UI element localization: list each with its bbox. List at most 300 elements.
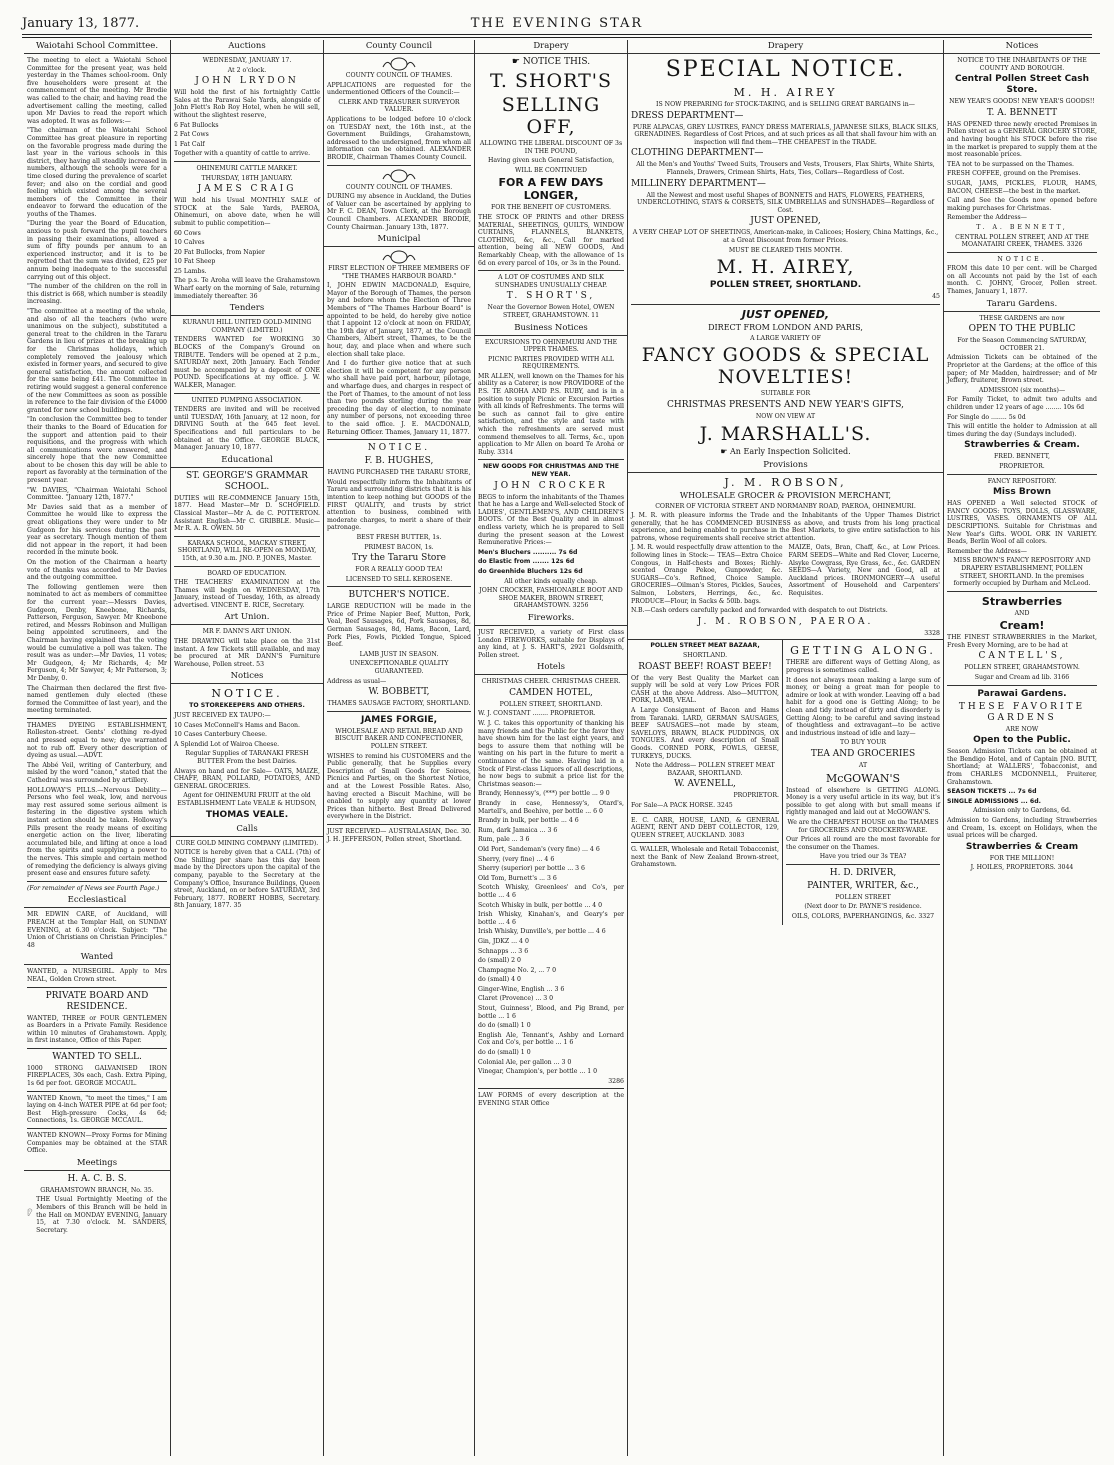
divider	[27, 881, 167, 882]
column-6	[943, 40, 1100, 1456]
ad-text: FROM this date 10 per cent. will be Charged on all Accounts not paid by the 1st of each month. C. JOHNY, Grocer, Pollen street. Thames, January 1, 1877.	[947, 265, 1097, 296]
ad-text: TENDERS WANTED for WORKING 30 BLOCKS of the Company's Ground on TRIBUTE. Tenders will be opened at 2 p.m., SATURDAY next, 20th January. Each Tender must be accompanied by a deposit of ONE POUND. Specifications at my office. J. W. WALKER, Manager.	[174, 336, 320, 389]
ad-heading: JOHN LRYDON	[195, 76, 299, 87]
ad-text: We are the CHEAPEST HOUSE on the THAMES for GROCERIES AND CROCKERY-WARE.	[787, 818, 939, 834]
ad-text: TO STOREKEEPERS AND OTHERS.	[189, 702, 305, 710]
getting-along-ad	[783, 640, 943, 924]
price-line: do do (small) 1 0	[478, 1022, 531, 1030]
columns	[24, 40, 1100, 1456]
ad-text: All the Newest and most useful Shapes of BONNETS and HATS, FLOWERS, FEATHERS, UNDERCLOTHING, STAYS & CORSETS, SILK UMBRELLAS and SUNSHADES—Regardless of Cost.	[637, 191, 934, 214]
ad-heading: THESE FAVORITE GARDENS	[958, 701, 1086, 723]
ad-text: BOARD OF EDUCATION.	[207, 569, 287, 577]
ad-text: Admission only to Gardens, 6d.	[973, 807, 1071, 815]
ad-heading: Try the Tararu Store	[352, 553, 446, 564]
ad-text: WANTED, a NURSEGIRL. Apply to Mrs NEAL, Golden Crown street.	[27, 968, 167, 983]
price-line: Men's Bluchers .......... 7s 6d	[478, 548, 578, 556]
divider	[174, 393, 320, 394]
price-line: do do (small) 1 0	[478, 1049, 531, 1057]
ad-text: HAVING PURCHASED THE TARARU STORE,	[327, 469, 471, 477]
article-paragraph: The Abbé Veil, writing of Canterbury, and misled by the word "canon," stated that the Cathedral was surrounded by artillery.	[27, 761, 167, 785]
ad-line: 25 Lambs.	[174, 267, 207, 275]
ad-text: IS NOW PREPARING for STOCK-TAKING, and is SELLING GREAT BARGAINS in—	[656, 101, 915, 108]
ad-text: Sugar and Cream ad lib. 3166	[974, 674, 1070, 682]
ad-heading: ☛ NOTICE THIS.	[511, 57, 591, 67]
price-line: do Elastic from ....... 12s 6d	[478, 558, 575, 566]
ad-text: Together with a quantity of cattle to arrive.	[174, 150, 311, 158]
ad-heading: TEA AND GROCERIES	[810, 748, 916, 759]
ad-text: PROPRIETOR.	[733, 792, 779, 800]
ad-text: POLLEN STREET, GRAHAMSTOWN.	[964, 664, 1080, 672]
section-header: Calls	[171, 823, 323, 837]
ad-heading: McGOWAN'S	[825, 771, 901, 785]
ad-line: 1 Fat Calf	[174, 140, 205, 148]
masthead	[0, 0, 1114, 36]
divider	[327, 711, 471, 712]
section-header: Drapery	[628, 40, 943, 54]
ad-text: OHINEMURI CATTLE MARKET.	[196, 164, 298, 172]
price-line: Sherry, (very fine) ... 4 6	[478, 855, 555, 863]
divider	[174, 566, 320, 567]
article-paragraph: THAMES DYEING ESTABLISHMENT, Rolleston-street. Gents' clothing re-dyed and pressed equal to new; dye warranted not to rub off. Every other description of dyeing as usual.—ADVT.	[27, 721, 167, 760]
ad-text: I, JOHN EDWIN MACDONALD, Esquire, Mayor of the Borough of Thames, the person by and before whom the Election of Three Members of "The Thames Harbour Board" is appointed to be held, do hereby give notice that I appoint 12 o'clock at noon on FRIDAY, the 19th day of January, 1877, at the Council Chambers, Albert street, Thames, to be the hour, day, and place when and where such election shall take place.	[327, 282, 471, 358]
section-header: Wanted	[24, 951, 170, 965]
ad-line: 60 Cows	[174, 229, 201, 237]
price-line: Scotch Whisky in bulk, per bottle ... 4 0	[478, 901, 603, 909]
ad-text: E. C. CARR, HOUSE, LAND, & GENERAL AGENT, RENT AND DEBT COLLECTOR, 129, QUEEN STREET, AUCKLAND. 3083	[631, 816, 779, 839]
ad-text: Admission to Gardens, including Strawberries and Cream, 1s. except on Holidays, when the usual prices will be charged.	[947, 817, 1097, 840]
ad-heading: T. SHORT'S,	[506, 291, 596, 302]
ad-heading: CAMDEN HOTEL,	[509, 687, 593, 698]
divider	[327, 824, 471, 825]
ad-heading: POLLEN STREET, SHORTLAND.	[709, 280, 862, 291]
section-header: County Council	[324, 40, 474, 54]
price-line: Schnapps ... 3 6	[478, 947, 529, 955]
ad-text: Will hold the first of his fortnightly Cattle Sales at the Parawai Sale Yards, alongside of John Flett's Rob Roy Hotel, when he will sell, without the slightest reserve,	[174, 89, 320, 119]
ad-text: It does not always mean making a large sum of money, or being a great man for people to admire or look at with wonder. Leaving off a bad habit for a good one is Getting Along; to be clean and tidy instead of dirty and disorderly is Getting Along; to be careful and saving instead of thoughtless and extravagant—to be active and industrious instead of idle and lazy—	[786, 676, 940, 737]
ad-text: DIRECT FROM LONDON AND PARIS,	[708, 322, 863, 332]
ad-text: SUITABLE FOR	[760, 390, 811, 398]
ad-text: Our Prices all round are the most favorable for the consumer on the Thames.	[786, 836, 940, 851]
ad-text: A LARGE VARIETY OF	[750, 334, 821, 342]
ad-text: MISS BROWN'S FANCY REPOSITORY AND DRAPERY ESTABLISHMENT, POLLEN STREET, SHORTLAND. In the premises formerly occupied by Durham and McLeod.	[953, 557, 1091, 588]
ad-text: DURING my absence in Auckland, the Duties of Valuer can be ascertained by applying to Mr F. C. DEAN, Town Clerk, at the Borough Council Chambers. ALEXANDER BRODIE, County Chairman. January 13th, 1877.	[327, 193, 471, 231]
pointing-hand-icon: ☛	[511, 57, 523, 67]
ad-number: 45	[932, 293, 940, 301]
ad-text: OILS, COLORS, PAPERHANGINGS, &c. 3327	[791, 913, 935, 921]
ad-text: LICENSED TO SELL KEROSENE.	[345, 575, 453, 583]
divider	[478, 459, 624, 460]
ad-heading: FOR A FEW DAYS LONGER,	[498, 176, 604, 203]
divider	[327, 439, 471, 440]
ad-heading: T. A. BENNETT	[986, 107, 1058, 118]
article-paragraph: The Chairman then declared the first five-named gentlemen duly elected (these formed the Committee of last year), and the meeting terminated.	[27, 684, 167, 715]
ad-heading: PAINTER, WRITER, &c.,	[807, 880, 919, 891]
ad-text: ARE NOW	[1005, 725, 1039, 733]
ad-text: CURE GOLD MINING COMPANY (LIMITED).	[175, 839, 319, 847]
ad-line: 10 Fat Sheep	[174, 258, 216, 266]
ad-heading: PRIVATE BOARD AND RESIDENCE.	[45, 990, 149, 1012]
ad-text: 1000 STRONG GALVANISED IRON FIREPLACES, 30s each, Cash. Extra Piping, 1s 6d per foot. GEORGE MCCAUL.	[27, 1064, 167, 1088]
article-paragraph: The following gentlemen were then nominated to act as members of committee for the current year:—Messrs Davies, Gudgeon, Denby, Kneebone, Richards, Patterson, Ferguson, Sawyer. Mr Kneebone retired, and Messrs Robinson and Mulligan being appointed scrutineers, and the Chairman having explained that the voting would be cumulative a poll was taken. The result was as under:—Mr Davies, 11 votes; Mr Gudgeon, 4; Mr Richards, 4; Mr Ferguson, 4; Mr Sawyer, 4; Mr Patterson, 3; Mr Denby, 0.	[27, 583, 167, 682]
ad-heading: Cream!	[999, 619, 1045, 633]
ad-big-heading: SPECIAL NOTICE.	[665, 57, 906, 82]
ad-number: 3286	[608, 1077, 624, 1085]
ad-text: POLLEN STREET, SHORTLAND.	[499, 700, 603, 708]
ad-text: W. J. C. takes this opportunity of thanking his many friends and the Public for the favor they have shown him for the last eight years, and begs to assure them that nothing will be wanting on his part in the future to merit a continuance of the same. Having laid in a Stock of First-class Liquors of all descriptions, he now begs to submit a price list for the Christmas season:—	[478, 720, 624, 788]
ad-heading: H. A. C. B. S.	[67, 1173, 127, 1184]
ad-text: NOTICE is hereby given that a CALL (7th) of One Shilling per share has this day been made by the Directors upon the capital of the company, payable to the Secretary at the Company's Office, Insurance Buildings, Queen street, Auckland, on or before SATURDAY, 3rd February, 1877. ROBERT HOBBS, Secretary. 8th January, 1877. 35	[174, 849, 320, 910]
price-line: English Ale, Tennant's, Ashby and Lornard Cox and Co's, per bottle ... 1 6	[478, 1031, 624, 1047]
ad-text: For the Season Commencing SATURDAY, OCTOBER 21.	[957, 337, 1087, 352]
article-paragraph: "W. DAVIES, "Chairman Waiotahi School Committee. "January 12th, 1877."	[27, 486, 167, 502]
ad-text: CENTRAL POLLEN STREET, AND AT THE MOANATAIRI CREEK, THAMES. 3326	[955, 233, 1089, 249]
ad-heading: MILLINERY DEPARTMENT—	[631, 178, 766, 189]
ad-text: POLLEN STREET	[835, 893, 891, 901]
ad-heading: NOTICE.	[211, 687, 283, 701]
ad-text: WILL BE CONTINUED	[515, 166, 587, 174]
ad-text: BEGS to inform the inhabitants of the Thames that he has a Large and Well-selected Stock of LADIES', GENTLEMEN'S, AND CHILDREN'S BOOTS. Of the Best Quality and in almost endless variety, which he is prepared to Sell during the present season at the Lowest Remunerative Prices:—	[478, 493, 624, 547]
price-line: Sherry (superior) per bottle ... 3 6	[478, 865, 585, 873]
issue-date: January 13, 1877.	[22, 16, 140, 31]
ad-text: FOR A REALLY GOOD TEA!	[355, 566, 443, 574]
ad-line: 2 Fat Cows	[174, 131, 209, 139]
ad-text: FRED. BENNETT,	[994, 453, 1050, 461]
ad-text: J. M. R. with pleasure informs the Trade and the Inhabitants of the Upper Thames District generally, that he has COMMENCED BUSINESS as above, and trusts from his long practical experience, and being enabled to purchase in the Best Markets, to give entire satisfaction to his patrons, whose requirements shall receive strict attention.	[631, 512, 940, 542]
ad-text: Always on hand and for Sale— OATS, MAIZE, CHAFF, BRAN, POLLARD, POTATOES, AND GENERAL GROCERIES.	[174, 767, 320, 790]
price-line: For Single do ........ 5s 0d	[947, 413, 1026, 421]
ad-text: Note the Address— POLLEN STREET MEAT BAZAAR, SHORTLAND.	[635, 762, 775, 777]
ad-text: And I do further give notice that at such election it will be competent for any person who shall have paid port, harbour, pilotage, and wharfage dues, and charges in respect of the Port of Thames, to the amount of not less than two pounds sterling during the year preceding the day of election, to nominate any number of persons, not exceeding three to the said office. J. E. MACDONALD, Returning Officer. Thames, January 11, 1877.	[327, 360, 471, 436]
ad-text: NOTICE TO THE INHABITANTS OF THE COUNTY AND BOROUGH.	[957, 57, 1087, 72]
ad-text: MR ALLEN, well known on the Thames for his ability as a Caterer, is now PROVIDORE of the P.S. TE AROHA AND P.S. RUBY, and is in a position to supply Picnic or Excursion Parties with all kinds of Refreshments. The terms will be such as cannot fail to give entire satisfaction, and the style and taste with which the refreshments are served must commend themselves to all. Terms, &c., upon application to Mr Allen on board Te Aroha or Ruby. 3314	[478, 372, 624, 456]
bottom-split	[628, 639, 943, 924]
ad-text: TEA not to be surpassed on the Thames.	[947, 160, 1074, 168]
price-line: Ginger-Wine, English ... 3 6	[478, 985, 565, 993]
divider	[27, 1091, 167, 1092]
ad-text: ☛ An Early Inspection Solicited.	[720, 446, 851, 456]
price-line: Claret (Provence) ... 3 0	[478, 995, 554, 1003]
ad-text: PROPRIETOR.	[999, 462, 1045, 470]
ad-text: A LOT OF COSTUMES AND SILK SUNSHADES UNUSUALLY CHEAP.	[494, 274, 608, 289]
ad-text: Season Admission Tickets can be obtained at the Bendigo Hotel, and of Captain JNO. BUTT, Shortland; at WALLERS', Tobacconist, and from CHARLES MCDONNELL, Fruiterer, Grahamstown.	[947, 748, 1097, 786]
ad-text: WHOLESALE GROCER & PROVISION MERCHANT,	[679, 490, 892, 500]
ad-text: NOW ON VIEW AT	[755, 412, 816, 420]
column-4	[474, 40, 627, 1456]
pointing-hand-icon: ☛	[720, 446, 731, 456]
ad-text: J. M. R. would respectfully draw attention to the following lines in Stock:— TEAS—Extra Choice Congous, in Half-chests and Boxes; Richly-scented Orange Pekoe, Gunpowder, &c. SUGARS—Co's. Refined, Choice Sample. GROCERIES—Oilman's Stores, Pickles, Sauces, Salmon, Lobsters, Herrings, &c., &c. PRODUCE—Flour, in Sacks & 50lb. bags.	[631, 544, 783, 605]
divider	[947, 685, 1097, 686]
ad-heading: Central Pollen Street Cash Store.	[954, 74, 1090, 96]
masthead-rule-2	[22, 37, 1092, 38]
section-header: Auctions	[171, 40, 323, 54]
ad-heading: JUST OPENED,	[741, 307, 830, 321]
ad-text: ALLOWING THE LIBERAL DISCOUNT OF 3s IN THE POUND,	[479, 140, 623, 155]
continuation-note: (For remainder of News see Fourth Page.)	[27, 884, 160, 892]
coat-of-arms-icon	[379, 169, 419, 183]
robson-lists	[631, 544, 940, 607]
meeting-notice	[27, 1196, 167, 1236]
divider	[327, 165, 471, 166]
article-paragraph: "The committee at a meeting of the whole, and also of all the teachers (who were unanimous on the subject), substituted a general treat to the children in the Tararu Gardens in lieu of prizes at the breaking up for the Christmas holidays, which completely removed the jealousy which existed in former years, and secured to give general satisfaction, the amount collected for the same being £41. The Committee in retiring would suggest a general conference of the new Committees as soon as possible in reference to the fair division of the £4000 granted for new school buildings.	[27, 308, 167, 414]
masthead-rule	[22, 34, 1092, 35]
section-header: Business Notices	[475, 322, 627, 336]
column-3	[323, 40, 474, 1456]
ad-text: CORNER OF VICTORIA STREET AND NORMANBY ROAD, PAEROA, OHINEMURI.	[655, 502, 916, 510]
ad-text: LAMB JUST IN SEASON.	[359, 650, 439, 658]
price-line: Rum, dark Jamaica ... 3 6	[478, 826, 558, 834]
ad-text: Instead of elsewhere is GETTING ALONG. Money is a very useful article in its way, but it's possible to get along with but small means if rightly managed and laid out at McGOWAN'S.	[786, 786, 940, 817]
ad-text: MUST BE CLEARED THIS MONTH.	[728, 246, 843, 254]
ad-text: KARAKA SCHOOL, MACKAY STREET, SHORTLAND, WILL RE-OPEN on MONDAY, 15th, at 9.30 a.m. JNO. P. JONES, Master.	[177, 539, 317, 562]
price-line: Stout, Guinness', Blood, and Pig Brand, per bottle ... 1 6	[478, 1005, 624, 1020]
ad-text: THE STOCK OF PRINTS and other DRESS MATERIAL, SHEETINGS, QUILTS, WINDOW CURTAINS, FLANNELS, BLANKETS, CLOTHING, &c, &c., Call for marked attention, being all NEW GOODS, And Remarkably Cheap, with the allowance of 1s 6d on every parcel of 10s, or 3s in the Pound.	[478, 213, 624, 267]
ad-text: Near the Governor Bowen Hotel, OWEN STREET, GRAHAMSTOWN. 11	[487, 304, 615, 319]
ad-text: AT	[858, 761, 868, 769]
ad-text: NEW GOODS FOR CHRISTMAS AND THE NEW YEAR.	[482, 463, 620, 478]
section-header: Provisions	[628, 459, 943, 473]
divider	[631, 813, 779, 814]
ad-heading: J. M. ROBSON,	[724, 475, 847, 489]
ad-text: LAW FORMS of every description at the EVENING STAR Office	[478, 1092, 624, 1107]
price-line: Scotch Whisky, Greenlees' and Co's, per bottle ... 4 6	[478, 884, 624, 899]
ad-text: THE TEACHERS' EXAMINATION at the Thames will begin on WEDNESDAY, 17th January, instead of Tuesday, 16th, as already advertised. VINCENT E. RICE, Secretary.	[174, 579, 320, 609]
price-line: Colonial Ale, per gallon ... 3 0	[478, 1058, 572, 1066]
ad-text: ADMISSION (six months)—	[978, 386, 1066, 394]
ad-text: KURANUI HILL UNITED GOLD-MINING COMPANY (LIMITED.)	[182, 319, 312, 334]
ad-text: MR F. DANN'S ART UNION.	[202, 628, 292, 636]
divider	[27, 1128, 167, 1129]
divider	[947, 252, 1097, 253]
section-header: Tenders	[171, 302, 323, 316]
ad-heading: NOTICE.	[367, 443, 431, 454]
divider	[478, 270, 624, 271]
ad-heading: J. M. ROBSON, PAEROA.	[697, 616, 874, 627]
ad-heading: WANTED TO SELL.	[52, 1051, 142, 1062]
ad-text: WISHES to remind his CUSTOMERS and the Public generally, that he Supplies every Description of Small Goods for Soirees, Picnics and Parties, on the Shortest Notice, and at the Lowest Possible Rates. Also, having erected a Biscuit Machine, will be enabled to supply any quantity at lower Prices than hitherto. Best Bread Delivered everywhere in the District.	[327, 752, 471, 821]
section-header: Art Union.	[171, 611, 323, 625]
ad-text: Call and See the Goods now opened before making purchases for Christmas.	[947, 197, 1097, 212]
ad-text: HAS OPENED three newly erected Premises in Pollen street as a GENERAL GROCERY STORE, and having bought his STOCK before the rise in the market is prepared to supply them at the most reasonable prices.	[947, 120, 1097, 159]
column-2	[170, 40, 323, 1456]
ad-text: WHOLESALE AND RETAIL BREAD AND BISCUIT BAKER AND CONFECTIONER, POLLEN STREET.	[334, 727, 464, 750]
divider	[327, 586, 471, 587]
ad-text: THE FINEST STRAWBERRIES in the Market, Fresh Every Morning, are to be had at	[947, 634, 1097, 649]
ad-heading: CHRISTMAS PRESENTS AND NEW YEAR'S GIFTS,	[666, 399, 904, 410]
divider	[947, 474, 1097, 475]
ad-heading: Strawberries & Cream.	[964, 440, 1080, 451]
ad-text: Have you tried our 3s TEA?	[819, 853, 907, 861]
ad-text: Address as usual—	[327, 677, 387, 685]
price-line: For Family Ticket, to admit two adults and children under 12 years of age ........ 10s 6d	[947, 396, 1097, 411]
ad-text: WANTED, THREE or FOUR GENTLEMEN as Boarders in a Private Family. Residence within 10 minutes of Grahamstown. Apply, in first instance, Office of this Paper.	[27, 1014, 167, 1045]
ad-big-heading: T. SHORT'S	[489, 70, 612, 92]
ad-text: THAMES SAUSAGE FACTORY, SHORTLAND.	[327, 700, 471, 708]
ad-text: A Large Consignment of Bacon and Hams from Taranaki. LARD, GERMAN SAUSAGES, BEEF SAUSAGES—not made by steam, SAVELOYS, BRAWN, BLACK PUDDINGS, OX TONGUES. And every description of Small Goods. CORNED PORK, FOWLS, GEESE, TURKEYS, DUCKS.	[631, 706, 779, 760]
ad-text: Having given such General Satisfaction,	[487, 157, 615, 165]
article-paragraph: "The chairman of the Waiotahi School Committee has great pleasure in reporting on the favorable progress made during the last year in the various schools in this district, they having all steadily increased in numbers, although the schools were for a time closed during the prevalence of scarlet fever; and also on the cordial and good feeling which existed among the several members of the Committee in their endeavor to forward the education of the youths of the Thames.	[27, 127, 167, 218]
ad-heading: W. BOBBETT,	[368, 687, 430, 698]
ad-heading: JAMES FORGIE,	[360, 714, 438, 725]
ad-text: TO BUY YOUR	[839, 739, 886, 747]
ad-text: TENDERS are invited and will be received until TUESDAY, 16th January, at 12 noon, for DRIVING South at the 645 feet level. Specifications and full particulars to be obtained at the Office. GEORGE BLACK, Manager. January 10, 1877.	[174, 406, 320, 452]
ad-text: DUTIES will RE-COMMENCE January 15th, 1877. Head Master—Mr D. SCHOFIELD. Classical Master—Mr A. de C. POTTERTON. Assistant English—Mr C. GRIBBLE. Music—Mr R. A. R. OWEN. 50	[174, 494, 320, 533]
ad-text: CHRISTMAS CHEER. CHRISTMAS CHEER.	[481, 678, 621, 686]
price-line: Irish Whisky, Kinahan's, and Geary's per bottle ... 4 6	[478, 911, 624, 926]
article-paragraph: "The number of the children on the roll in this district is 668, which number is steadily increasing.	[27, 283, 167, 306]
ad-text: PICNIC PARTIES PROVIDED WITH ALL REQUIREMENTS.	[488, 355, 614, 371]
ad-text: THE Usual Fortnightly Meeting of the Members of this Branch will be held in the Hall on MONDAY EVENING, January 15, at 7.30 o'clock. M. SANDERS, Secretary.	[36, 1196, 167, 1234]
section-header: Ecclesiastical	[24, 894, 170, 908]
ad-text: FOR THE BENEFIT OF CUSTOMERS.	[490, 204, 612, 212]
ad-text: LARGE REDUCTION will be made in the Price of Prime Napier Beef, Mutton, Pork, Veal, Beef Sausages, 6d, Pork Sausages, 8d, German Sausages, 8d, Hams, Bacon, Lard, Pork Pies, Fowls, Pickled Tongue, Spiced Beef.	[327, 603, 471, 649]
newspaper-title: THE EVENING STAR	[470, 16, 644, 31]
ad-text: THURSDAY, 18TH JANUARY.	[201, 174, 293, 182]
ad-heading: Parawai Gardens.	[977, 688, 1067, 699]
price-line: SEASON TICKETS ... 7s 6d	[947, 788, 1037, 796]
ad-heading: THOMAS VEALE.	[205, 809, 289, 820]
ad-heading: F. B. HUGHES,	[364, 456, 434, 467]
ad-text: At 2 o'clock.	[227, 66, 267, 74]
ad-text: Remember the Address—	[947, 547, 1027, 555]
ad-text: WANTED Known, "to meet the times," I am laying on 4-inch WATER PIPE at 6d per foot; Best High-pressure Cocks, 4s 6d; Connections, 1s. GEORGE MCCAUL.	[27, 1094, 167, 1125]
ad-text: For Sale—A PACK HORSE. 3245	[631, 801, 733, 809]
section-header: Educational	[171, 454, 323, 468]
ad-heading: JOHN CROCKER	[494, 480, 608, 491]
ad-text: Remember the Address—	[947, 214, 1027, 222]
price-line: Rum, pale ... 3 6	[478, 836, 530, 844]
ad-text: JUST RECEIVED, a variety of First class London FIREWORKS, suitable for Displays of any kind, at J. S. HART'S, 2921 Goldsmith, Pollen street.	[478, 628, 624, 659]
ad-heading: JAMES CRAIG	[197, 184, 297, 195]
ad-number: 3328	[924, 629, 940, 637]
ad-big-heading: J. MARSHALL'S.	[699, 422, 872, 445]
ad-heading: M. H. AIREY	[733, 86, 838, 99]
ad-text: WANTED KNOWN—Proxy Forms for Mining Companies may be obtained at the STAR Office.	[27, 1132, 167, 1155]
ad-text: WEDNESDAY, JANUARY 17.	[202, 57, 292, 64]
ad-text: All the Men's and Youths' Tweed Suits, Trousers and Vests, Trousers, Flax Shirts, White Shirts, Flannels, Drawers, Crimean Shirts, Hats, Ties, Collars—Regardless of Cost.	[636, 161, 935, 176]
ad-line: 10 Calves	[174, 239, 205, 247]
article-paragraph: HOLLOWAY'S PILLS.—Nervous Debility.—Persons who feel weak, low, and nervous may rest assured some serious ailment is festering in the digestive system which instant action should be taken. Holloway's Pills present the ready means of exciting energetic action on the liver, liberating accumulated bile, and lifting at once a load from the spirits and supplying a power to the nerves. This simple and certain method of remedying the deficiency is always giving present ease and ensures future safety.	[27, 786, 167, 878]
ad-text: SUGAR, JAMS, PICKLES, FLOUR, HAMS, BACON, CHEESE—the best in the market.	[947, 179, 1097, 195]
ad-heading: Strawberries	[981, 594, 1063, 608]
ad-text: THE DRAWING will take place on the 31st instant. A few Tickets still available, and may be procured at MR DANN'S Furniture Warehouse, Pollen street. 53	[174, 638, 320, 668]
column-5	[627, 40, 943, 1456]
ad-text: FANCY REPOSITORY.	[987, 477, 1057, 485]
divider	[27, 718, 167, 719]
article-paragraph: Mr Davies said that as a member of Committee he would like to express the great obligations they were under to Mr Gudgeon for his services during the past year as secretary. Though mention of them did not appear in the report, it had been recorded in the minute book.	[27, 503, 167, 557]
section-header: Hotels	[475, 661, 627, 675]
ad-text: FRESH COFFEE, ground on the Premises.	[947, 170, 1081, 178]
ad-text: Admission Tickets can be obtained of the Proprietor at the Gardens; at the office of this paper; of Mr Madden, hairdresser; and of Mr Jeffery, fruiterer, Brown street.	[947, 354, 1097, 385]
section-header: Notices	[944, 40, 1100, 54]
divider	[631, 842, 779, 843]
ad-text: NOTICE.	[997, 255, 1047, 263]
ad-text: W. J. CONSTANT ........ PROPRIETOR.	[478, 710, 596, 718]
ad-heading: JUST OPENED,	[750, 216, 821, 227]
ad-heading: CLOTHING DEPARTMENT—	[631, 148, 764, 159]
ad-text: (Next door to Dr. PAYNE'S residence.	[804, 903, 922, 911]
ad-text: BEST FRESH BUTTER, 1s.	[356, 533, 442, 541]
price-line: Vinegar, Champion's, per bottle ... 1 0	[478, 1068, 598, 1076]
price-line: Old Tom, Burnett's ... 3 6	[478, 874, 557, 882]
ad-text: Applications to be lodged before 10 o'clock on TUESDAY next, the 16th inst., at the Government Buildings, Grahamstown, addressed to the undersigned, from whom all information can be obtained. ALEXANDER BRODIE, Chairman Thames County Council.	[327, 115, 471, 161]
ad-text: MR EDWIN CARE, of Auckland, will PREACH at the Templar Hall, on SUNDAY EVENING, at 6.30 o'clock. Subject: "The Union of Christians on Christian Principles." 48	[27, 911, 167, 949]
ad-text: T. A. BENNETT,	[976, 223, 1068, 231]
ad-text: SHORTLAND.	[682, 652, 728, 659]
price-line: Old Port, Sandeman's (very fine) ... 4 6	[478, 845, 600, 853]
ad-line: 20 Fat Bullocks, from Napier	[174, 248, 265, 256]
ad-heading: BUTCHER'S NOTICE.	[348, 590, 450, 601]
section-header: Tararu Gardens.	[944, 298, 1100, 312]
price-line: do Greenhide Bluchers 12s 6d	[478, 567, 583, 575]
price-line: Champagne No. 2, ... 7 0	[478, 966, 557, 974]
ad-heading: GETTING ALONG.	[790, 644, 936, 658]
section-header: Waiotahi School Committee.	[24, 40, 170, 54]
price-line: Brandy in case, Hennessy's, Otard's, Martell's, and Beehive, per bottle ... 6 0	[478, 800, 624, 815]
ad-text: APPLICATIONS are requested for the undermentioned Officers of the Council:—	[327, 81, 471, 97]
divider	[478, 1088, 624, 1089]
ad-text: A Splendid Lot of Wairoa Cheese.	[174, 740, 280, 748]
ad-text: POLLEN STREET MEAT BAZAAR,	[650, 642, 760, 650]
article-paragraph: The meeting to elect a Waiotahi School Committee for the present year, was held yesterday in the Thames school-room. Only five householders were present at the commencement of the meeting. Mr Brodie was called to the chair, and having read the advertisement calling the meeting, called upon Mr Davies to read the report which was adopted. It was as follows:—	[27, 57, 167, 125]
divider	[174, 161, 320, 162]
ad-heading: CANTELL'S,	[978, 651, 1066, 662]
ad-heading: Strawberries & Cream	[965, 841, 1079, 852]
divider	[947, 591, 1097, 592]
article-paragraph: On the motion of the Chairman a hearty vote of thanks was accorded to Mr Davies and the outgoing committee.	[27, 559, 167, 582]
ad-text: GRAHAMSTOWN BRANCH, No. 35.	[40, 1186, 154, 1194]
ad-line: 10 Cases Canterbury Cheese.	[174, 731, 267, 739]
ad-text: The p.s. Te Aroha will leave the Grahamstown Wharf early on the morning of Sale, returning immediately thereafter. 36	[174, 277, 320, 300]
ad-text: JOHN CROCKER, FASHIONABLE BOOT AND SHOE MAKER, BROWN STREET, GRAHAMSTOWN. 3256	[479, 587, 623, 610]
price-line: SINGLE ADMISSIONS ... 6d.	[947, 797, 1041, 805]
ad-heading: ST. GEORGE'S GRAMMAR SCHOOL.	[186, 470, 308, 492]
ad-text: PRIMEST BACON, 1s.	[364, 543, 434, 551]
ad-text: COUNTY COUNCIL OF THAMES.	[345, 183, 453, 191]
ad-text: A VERY CHEAP LOT OF SHEETINGS, American-make, in Calicoes; Hosiery, China Mattings, &c., at a Great Discount from former Prices.	[632, 229, 939, 244]
ad-text: HAS OPENED a Well selected STOCK of FANCY GOODS: TOYS, DOLLS, GLASSWARE, LUSTRES, VASES. ORNAMENTS OF ALL DESCRIPTIONS. Suitable for Christmas and New Year's Gifts. WOOL ORK IN VARIETY. Beads, Berlin Wool of all colors.	[947, 500, 1097, 546]
ad-text: AND	[1014, 609, 1030, 617]
meat-bazaar-ad	[628, 640, 783, 924]
ad-text: Agent for OHINEMURI FRUIT at the old ESTABLISHMENT Late VEALE & HUDSON,	[177, 792, 317, 807]
ad-text: MAIZE, Oats, Bran, Chaff, &c., at Low Prices. FARM SEEDS—White and Red Clover, Lucerne, Alsyke Cowgrass, Rye Grass, &c., &c. GARDEN SEEDS—A Variety, New and Good, all at Auckland prices. IRONMONGERY—A useful Assortment of Household and Carpenters' Requisites.	[788, 544, 940, 598]
price-line: do (small) 4 0	[478, 976, 521, 984]
price-line: Brandy, Hennessy's, (***) per bottle ... 9 0	[478, 790, 610, 798]
ad-heading: ROAST BEEF! ROAST BEEF!	[638, 661, 772, 672]
price-line: Brandy in bulk, per bottle ... 4 6	[478, 817, 579, 825]
ad-big-heading: M. H. AIREY,	[716, 256, 855, 279]
coat-of-arms-icon	[379, 57, 419, 71]
divider	[27, 1048, 167, 1049]
ad-text: THESE GARDENS are now	[979, 314, 1065, 322]
ad-heading: DRESS DEPARTMENT—	[631, 110, 744, 121]
ad-text: PURE ALPACAS, GREY LUSTRES, FANCY DRESS MATERIALS, JAPANESE SILKS, BLACK SILKS, GRENADINES. Regardless of Cost Prices, and at such prices as all that shall favour him with an inspection will find them—THE CHEAPEST in the TRADE.	[632, 123, 939, 146]
section-header: Drapery	[475, 40, 627, 54]
ad-text: All other kinds equally cheap.	[504, 577, 598, 585]
divider	[174, 536, 320, 537]
ad-text: Would respectfully inform the Inhabitants of Tararu and surrounding districts that it is his intention to keep nothing but GOODS of the FIRST QUALITY, and trusts by strict attention to business, combined with moderate charges, to merit a share of their patronage.	[327, 478, 471, 532]
ad-text: N.B.—Cash orders carefully packed and forwarded with despatch to out Districts.	[631, 607, 888, 615]
price-line: do (small) 2 0	[478, 957, 521, 965]
ad-text: CLERK AND TREASURER SURVEYOR VALUER.	[338, 98, 460, 114]
ad-big-heading: SELLING OFF,	[501, 94, 601, 138]
ad-heading: W. AVENELL,	[674, 779, 736, 790]
ad-heading: Miss Brown	[992, 487, 1052, 498]
ad-text: Of the very Best Quality the Market can supply will be sold at very Low Prices FOR CASH at the above Address. Also—MUTTON, PORK, LAMB, VEAL.	[631, 674, 779, 705]
coat-of-arms-icon	[379, 250, 419, 264]
ad-text: THERE are different ways of Getting Along, as progress is sometimes called.	[786, 659, 940, 674]
price-line: Irish Whisky, Dunville's, per bottle ... 4 6	[478, 928, 606, 936]
ad-text: G. WALLER, Wholesale and Retail Tobacconist, next the Bank of New Zealand Brown-street, Grahamstown.	[631, 846, 779, 869]
